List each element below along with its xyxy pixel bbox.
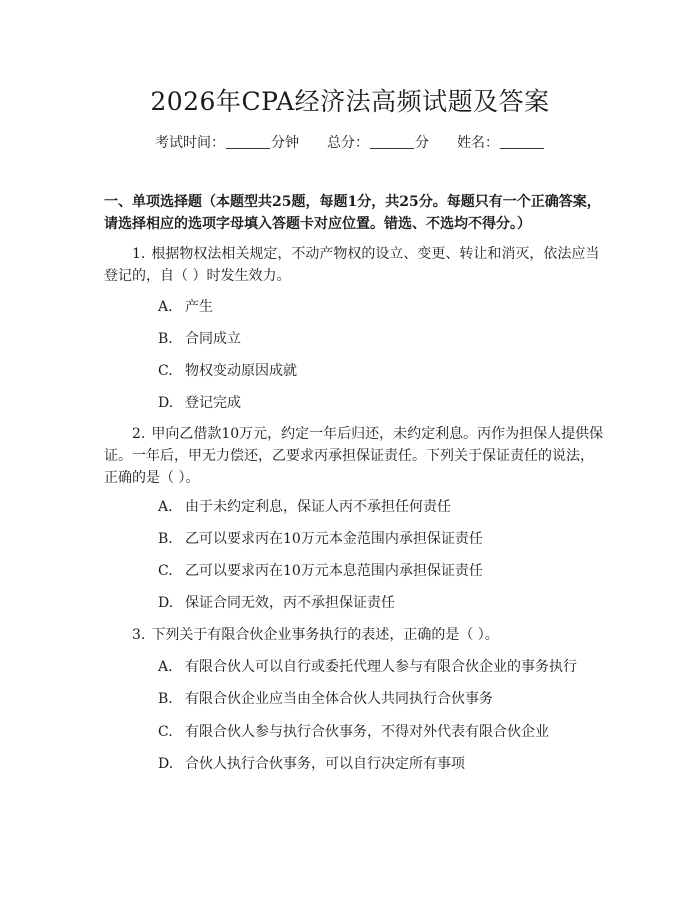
option-letter: B. xyxy=(158,331,173,347)
option-letter: A. xyxy=(158,659,173,675)
option-2d xyxy=(158,592,598,614)
option-text: 有限合伙人可以自行或委托代理人参与有限合伙企业的事务执行 xyxy=(185,659,577,675)
option-text: 产生 xyxy=(185,299,213,315)
exam-time-label: 考试时间： xyxy=(155,135,225,151)
option-letter: C. xyxy=(158,724,173,740)
option-1d xyxy=(158,392,598,414)
option-letter: A. xyxy=(158,299,173,315)
option-letter: D. xyxy=(158,395,174,411)
question-number: 2. xyxy=(132,426,146,442)
name-blank xyxy=(500,134,544,149)
option-2c xyxy=(158,560,598,582)
question-3 xyxy=(104,624,604,646)
option-text: 保证合同无效，丙不承担保证责任 xyxy=(185,595,395,611)
exam-time-blank xyxy=(226,134,270,149)
option-text: 乙可以要求丙在10万元本息范围内承担保证责任 xyxy=(185,563,483,579)
name-field xyxy=(457,132,545,152)
option-2a xyxy=(158,496,598,518)
option-text: 合同成立 xyxy=(185,331,241,347)
question-text: 下列关于有限合伙企业事务执行的表述，正确的是（ ）。 xyxy=(151,627,499,643)
option-letter: B. xyxy=(158,531,173,547)
exam-time-unit: 分钟 xyxy=(271,135,299,151)
page-title: 2026年CPA经济法高频试题及答案 xyxy=(150,87,550,116)
question-text: 根据物权法相关规定，不动产物权的设立、变更、转让和消灭，依法应当登记的，自（ ）时发生效力。 xyxy=(104,246,600,284)
option-letter: D. xyxy=(158,595,174,611)
question-number: 3. xyxy=(132,627,146,643)
question-number: 1. xyxy=(132,246,146,262)
option-3d xyxy=(158,753,598,775)
option-letter: D. xyxy=(158,756,174,772)
exam-time-field xyxy=(155,132,299,152)
option-3c xyxy=(158,721,598,743)
option-3b xyxy=(158,688,598,710)
total-score-label: 总分： xyxy=(327,135,369,151)
option-letter: A. xyxy=(158,499,173,515)
option-text: 由于未约定利息，保证人丙不承担任何责任 xyxy=(185,499,451,515)
option-text: 有限合伙企业应当由全体合伙人共同执行合伙事务 xyxy=(185,691,493,707)
question-2 xyxy=(104,423,604,489)
option-text: 合伙人执行合伙事务，可以自行决定所有事项 xyxy=(185,756,465,772)
option-1a xyxy=(158,296,598,318)
option-text: 乙可以要求丙在10万元本金范围内承担保证责任 xyxy=(185,531,483,547)
option-letter: B. xyxy=(158,691,173,707)
total-score-field xyxy=(327,132,429,152)
option-2b xyxy=(158,528,598,550)
option-letter: C. xyxy=(158,363,173,379)
total-score-unit: 分 xyxy=(415,135,429,151)
option-1c xyxy=(158,360,598,382)
total-score-blank xyxy=(370,134,414,149)
option-3a xyxy=(158,656,598,678)
section-heading: 一、单项选择题（本题型共25题，每题1分，共25分。每题只有一个正确答案，请选择相应的选项字母填入答题卡对应位置。错选、不选均不得分。） xyxy=(104,194,601,232)
option-letter: C. xyxy=(158,563,173,579)
option-1b xyxy=(158,328,598,350)
option-text: 物权变动原因成就 xyxy=(185,363,297,379)
question-1 xyxy=(104,243,604,287)
question-text: 甲向乙借款10万元，约定一年后归还，未约定利息。丙作为担保人提供保证。一年后，甲无力偿还，乙要求丙承担保证责任。下列关于保证责任的说法，正确的是（ ）。 xyxy=(104,426,604,486)
exam-info-line xyxy=(0,132,700,152)
name-label: 姓名： xyxy=(457,135,499,151)
option-text: 有限合伙人参与执行合伙事务，不得对外代表有限合伙企业 xyxy=(185,724,549,740)
option-text: 登记完成 xyxy=(185,395,241,411)
